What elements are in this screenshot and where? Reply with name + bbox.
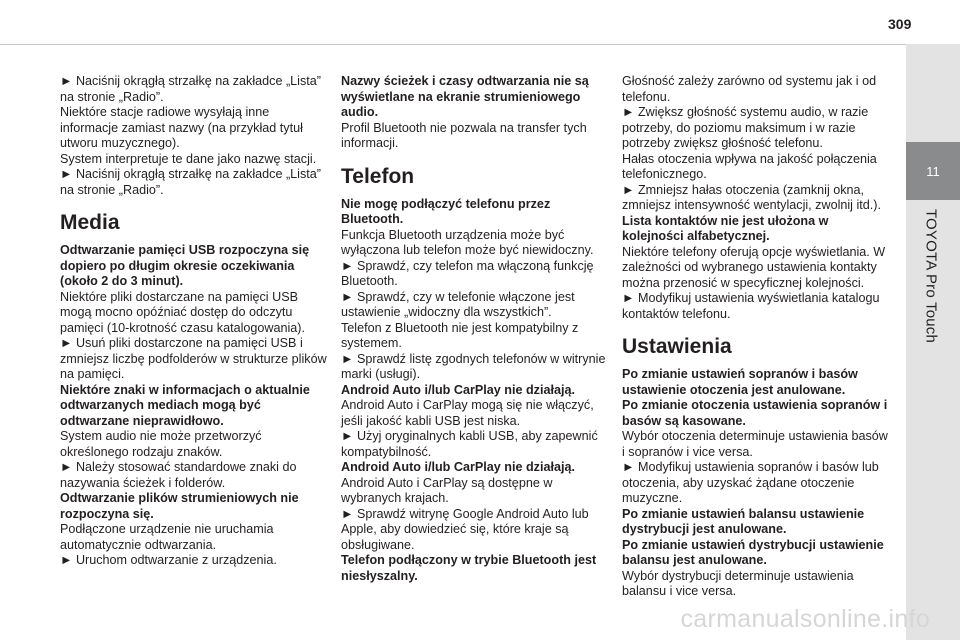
issue-title: Po zmianie ustawień balansu ustawienie dystrybucji jest anulowane. [622, 506, 865, 536]
body-paragraph: ► Zmniejsz hałas otoczenia (zamknij okna, zmniejsz intensywność wentylacji, zwolnij itd.). [622, 182, 881, 212]
page-number: 309 [888, 16, 912, 32]
body-paragraph: Android Auto i CarPlay mogą się nie włączyć, jeśli jakość kabli USB jest niska. [341, 398, 594, 428]
body-paragraph: ► Sprawdź, czy w telefonie włączone jest ustawienie „widoczny dla wszystkich”. [341, 289, 575, 319]
issue-title: Nazwy ścieżek i czasy odtwarzania nie są wyświetlane na ekranie strumieniowego audio. [341, 74, 589, 119]
body-paragraph: ► Sprawdź listę zgodnych telefonów w witrynie marki (usługi). [341, 351, 606, 381]
body-paragraph: Niektóre telefony oferują opcje wyświetlania. W zależności od wybranego ustawienia kontakty można przenosić w specyficznej kolejności. [622, 244, 886, 290]
body-paragraph: Wybór dystrybucji determinuje ustawienia balansu i vice versa. [622, 568, 854, 598]
issue-title: Nie mogę podłączyć telefonu przez Bluetooth. [341, 196, 551, 226]
issue-title: Po zmianie ustawień sopranów i basów ustawienie otoczenia jest anulowane. [622, 367, 858, 397]
body-paragraph: Profil Bluetooth nie pozwala na transfer tych informacji. [341, 120, 587, 150]
section-heading: Ustawienia [622, 335, 732, 358]
body-paragraph: Wybór otoczenia determinuje ustawienia basów i sopranów i vice versa. [622, 429, 888, 459]
chapter-number-box [906, 142, 960, 200]
chapter-title: TOYOTA Pro Touch [922, 208, 940, 344]
body-paragraph: Głośność zależy zarówno od systemu jak i od telefonu. [622, 74, 877, 104]
issue-title: Odtwarzanie pamięci USB rozpoczyna się dopiero po długim okresie oczekiwania (około 2 do 3 minut). [60, 243, 310, 288]
issue-title: Niektóre znaki w informacjach o aktualnie odtwarzanych mediach mogą być odtwarzane nieprawidłowo. [60, 382, 310, 428]
issue-title: Android Auto i/lub CarPlay nie działają. [341, 382, 575, 397]
body-paragraph: Hałas otoczenia wpływa na jakość połączenia telefonicznego. [622, 151, 877, 181]
issue-title: Odtwarzanie plików strumieniowych nie rozpoczyna się. [60, 491, 299, 521]
body-paragraph: Niektóre stacje radiowe wysyłają inne informacje zamiast nazwy (na przykład tytuł utworu muzycznego). [60, 105, 303, 150]
body-paragraph: Podłączone urządzenie nie uruchamia automatycznie odtwarzania. [60, 522, 274, 552]
body-paragraph: ► Naciśnij okrągłą strzałkę na zakładce „Lista” na stronie „Radio”. [60, 167, 321, 197]
issue-title: Telefon podłączony w trybie Bluetooth jest niesłyszalny. [341, 553, 597, 583]
body-paragraph: System interpretuje te dane jako nazwę stacji. [60, 151, 317, 166]
body-paragraph: ► Zwiększ głośność systemu audio, w razie potrzeby, do poziomu maksimum i w razie potrzeby zwiększ głośność telefonu. [622, 105, 869, 150]
issue-title: Android Auto i/lub CarPlay nie działają. [341, 460, 575, 474]
header-divider [0, 44, 906, 45]
text-column-3 [622, 74, 890, 600]
issue-title: Lista kontaktów nie jest ułożona w kolejności alfabetycznej. [622, 213, 829, 243]
body-paragraph: Niektóre pliki dostarczane na pamięci USB mogą mocno opóźniać dostęp do odczytu pamięci (10-krotność czasu katalogowania). [60, 289, 305, 335]
body-paragraph: System audio nie może przetworzyć określonego rodzaju znaków. [60, 429, 262, 459]
body-paragraph: Telefon z Bluetooth nie jest kompatybilny z systemem. [341, 320, 579, 350]
body-paragraph: ► Modyfikuj ustawienia sopranów i basów lub otoczenia, aby uzyskać żądane otoczenie muzyczne. [622, 460, 879, 505]
chapter-number: 11 [926, 163, 940, 179]
body-paragraph: ► Modyfikuj ustawienia wyświetlania katalogu kontaktów telefonu. [622, 291, 880, 321]
issue-title: Po zmianie otoczenia ustawienia sopranów i basów są kasowane. [622, 398, 888, 428]
section-heading: Media [60, 211, 120, 234]
issue-title: Po zmianie ustawień dystrybucji ustawienie balansu jest anulowane. [622, 537, 884, 567]
body-paragraph: ► Usuń pliki dostarczone na pamięci USB i zmniejsz liczbę podfolderów w strukturze plików na pamięci. [60, 336, 327, 381]
section-heading: Telefon [341, 164, 415, 188]
body-paragraph: Funkcja Bluetooth urządzenia może być wyłączona lub telefon może być niewidoczny. [341, 227, 594, 257]
body-paragraph: ► Uruchom odtwarzanie z urządzenia. [60, 553, 277, 567]
body-paragraph: ► Sprawdź witrynę Google Android Auto lub Apple, aby dowiedzieć się, które kraje są obsługiwane. [341, 506, 589, 552]
body-paragraph: ► Naciśnij okrągłą strzałkę na zakładce „Lista” na stronie „Radio”. [60, 74, 321, 104]
body-paragraph: Android Auto i CarPlay są dostępne w wybranych krajach. [341, 475, 553, 505]
text-column-1 [60, 74, 328, 569]
body-paragraph: ► Należy stosować standardowe znaki do nazywania ścieżek i folderów. [60, 460, 297, 490]
text-column-2 [341, 74, 609, 584]
body-paragraph: ► Sprawdź, czy telefon ma włączoną funkcję Bluetooth. [341, 258, 594, 288]
body-paragraph: ► Użyj oryginalnych kabli USB, aby zapewnić kompatybilność. [341, 429, 598, 459]
watermark: carmanualsonline.info [680, 605, 930, 633]
